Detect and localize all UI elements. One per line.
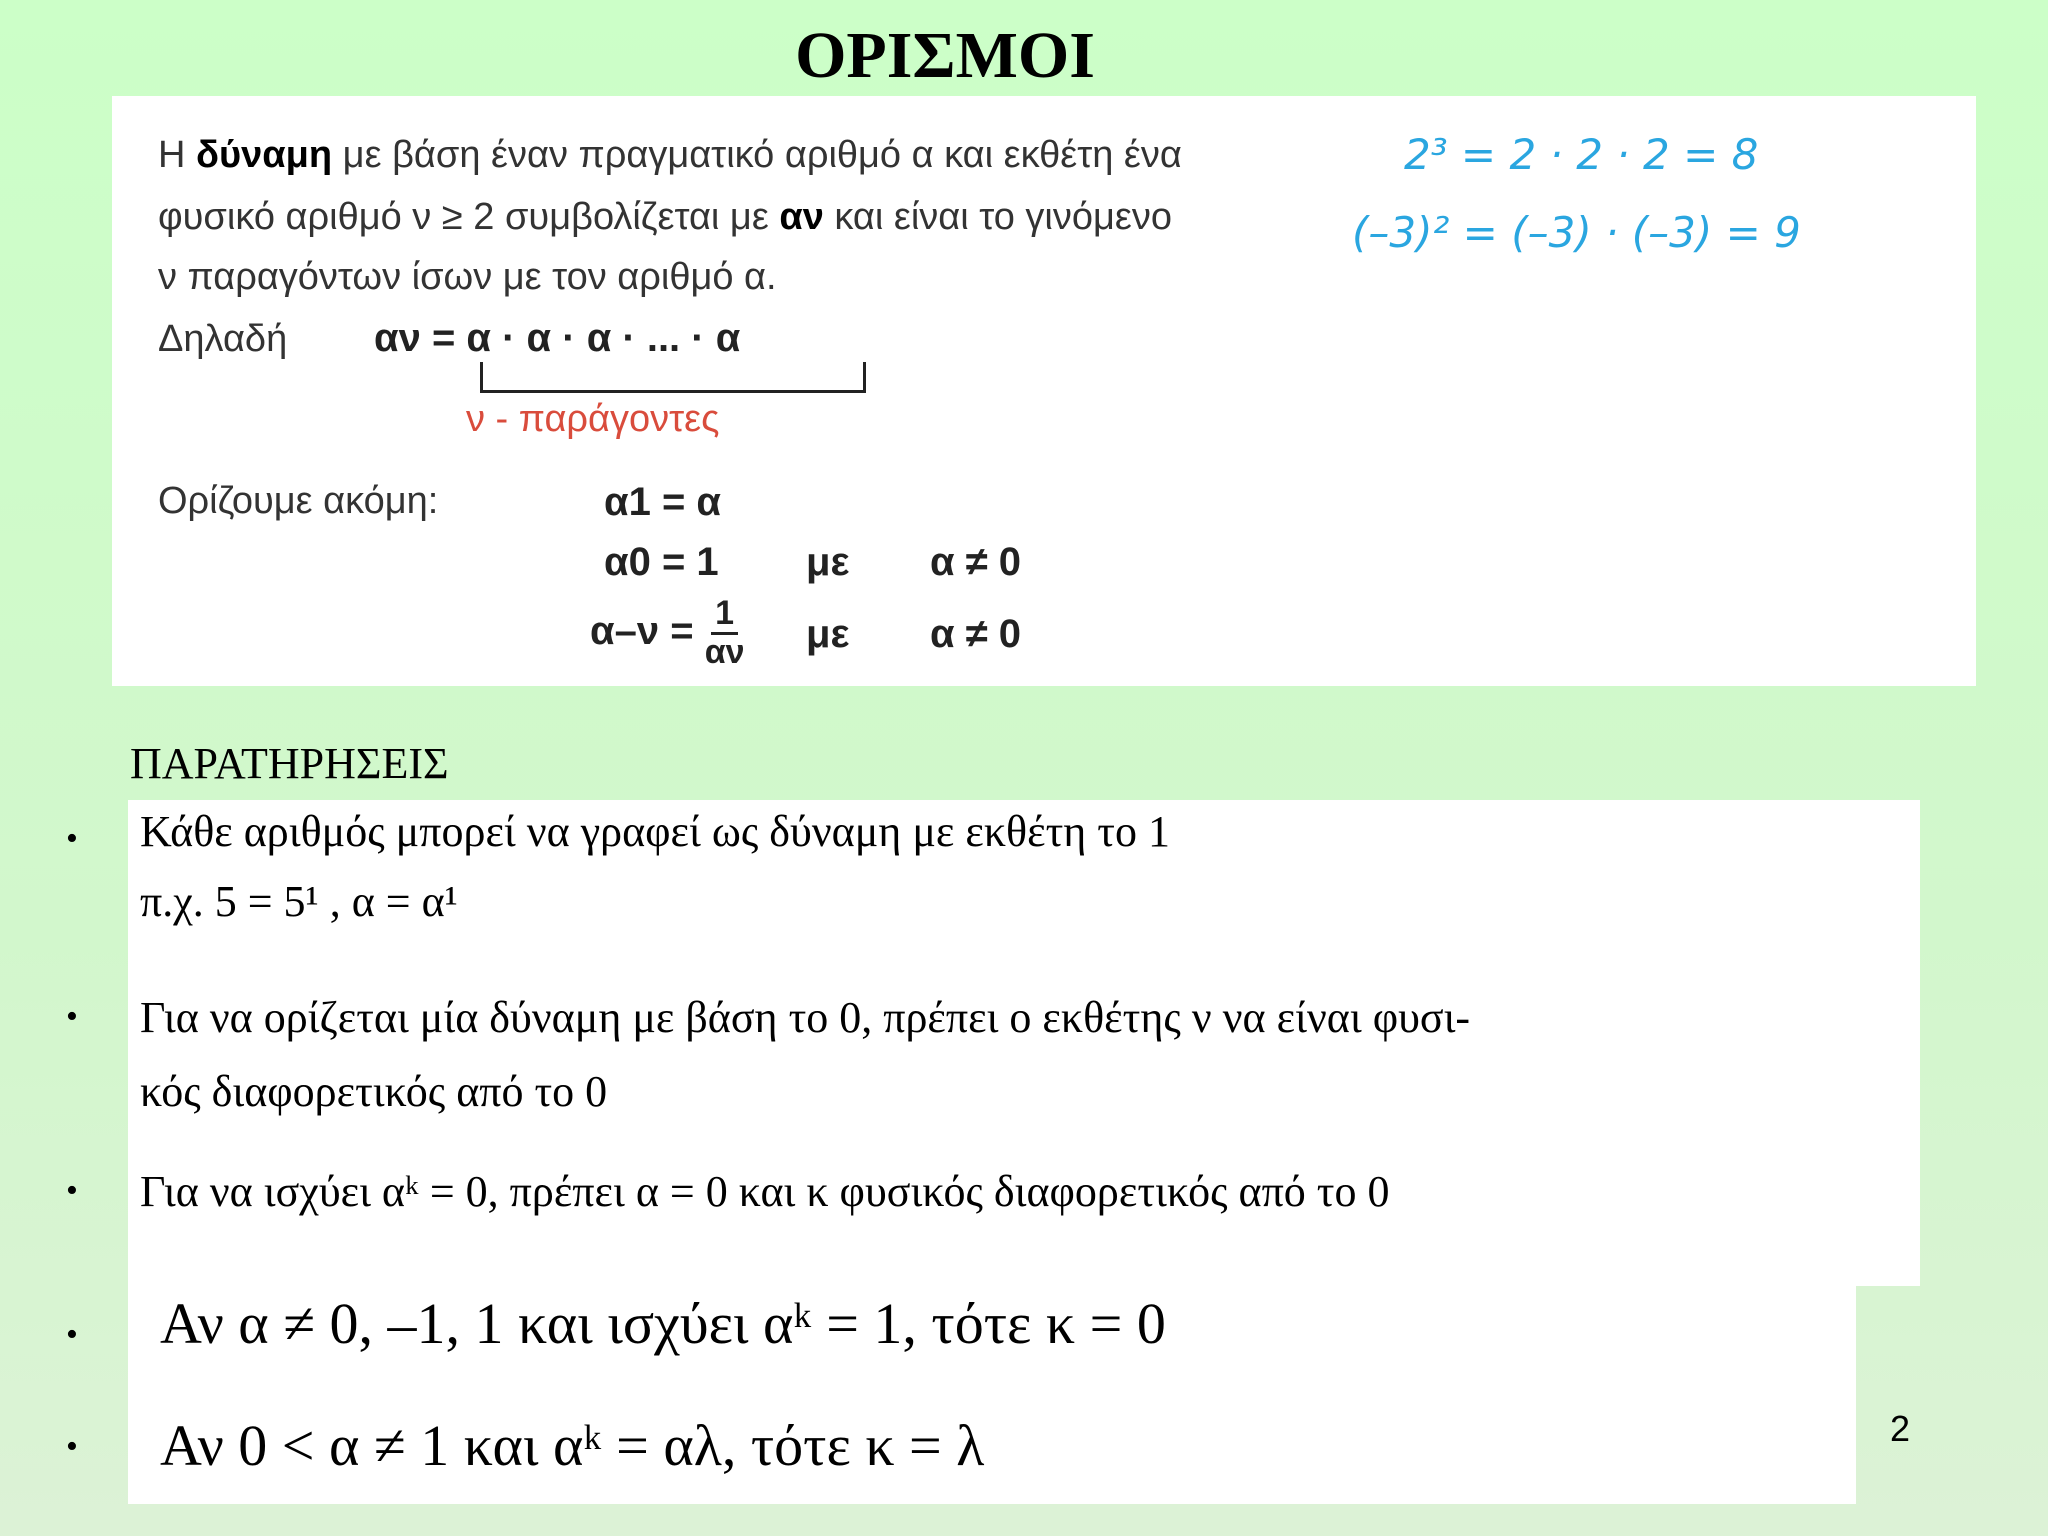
observation-1-example: π.χ. 5 = 5¹ , α = α¹: [140, 877, 458, 926]
observation-4: Αν α ≠ 0, –1, 1 και ισχύει αᵏ = 1, τότε κ = 0: [160, 1291, 1166, 1356]
power-symbol: αν: [779, 196, 824, 238]
power-product-formula: αν = α · α · α · ... · α: [374, 316, 741, 360]
factors-brace: [480, 362, 866, 393]
rule-negative-with: με: [806, 612, 850, 656]
definition-box: [112, 96, 1976, 686]
fraction-numerator: 1: [711, 596, 738, 635]
rule-first-power: α1 = α: [604, 480, 722, 524]
observation-2-line-1: Για να ορίζεται μία δύναμη με βάση το 0, πρέπει ο εκθέτης ν να είναι φυσι-: [140, 993, 1471, 1042]
rule-negative-power: [590, 596, 745, 670]
negative-power-lhs: α–ν =: [590, 608, 694, 653]
bullet-4: •: [66, 1316, 78, 1353]
bullet-3: •: [66, 1172, 78, 1209]
reciprocal-fraction: [705, 596, 745, 670]
observation-1-line-1: Κάθε αριθμός μπορεί να γραφεί ως δύναμη με εκθέτη το 1: [140, 807, 1170, 856]
definition-text: με βάση έναν πραγματικό αριθμό α και εκθέτη ένα: [332, 134, 1182, 176]
observations-header: ΠΑΡΑΤΗΡΗΣΕΙΣ: [130, 739, 449, 788]
definition-keyword: δύναμη: [196, 134, 333, 176]
definition-line-3: ν παραγόντων ίσων με τον αριθμό α.: [158, 256, 777, 298]
page-title: ΟΡΙΣΜΟΙ: [795, 19, 1095, 92]
rule-zero-with: με: [806, 540, 850, 584]
rule-zero-power: α0 = 1: [604, 540, 719, 584]
observation-5: Αν 0 < α ≠ 1 και αᵏ = αλ, τότε κ = λ: [160, 1413, 985, 1478]
bullet-1: •: [66, 820, 78, 857]
fraction-denominator: αν: [704, 632, 745, 671]
factors-label: ν - παράγοντες: [466, 398, 720, 440]
rule-zero-condition: α ≠ 0: [930, 540, 1022, 584]
namely-label: Δηλαδή: [158, 318, 288, 360]
definition-line-1: [158, 134, 1182, 177]
rule-negative-condition: α ≠ 0: [930, 612, 1022, 656]
definition-line-2: [158, 196, 1172, 239]
page-number: 2: [1890, 1408, 1911, 1449]
bullet-5: •: [66, 1428, 78, 1465]
definition-text: φυσικό αριθμό ν ≥ 2 συμβολίζεται με: [158, 196, 780, 238]
definition-text: Η: [158, 134, 196, 176]
observation-2-line-2: κός διαφορετικός από το 0: [140, 1067, 608, 1116]
example-negative-base: (–3)² = (–3) · (–3) = 9: [1352, 208, 1801, 257]
observation-3: Για να ισχύει αᵏ = 0, πρέπει α = 0 και κ φυσικός διαφορετικός από το 0: [140, 1167, 1390, 1216]
definition-text: και είναι το γινόμενο: [823, 196, 1172, 238]
bullet-2: •: [66, 998, 78, 1035]
also-define-label: Ορίζουμε ακόμη:: [158, 480, 439, 522]
example-positive-base: 2³ = 2 · 2 · 2 = 8: [1404, 130, 1759, 179]
